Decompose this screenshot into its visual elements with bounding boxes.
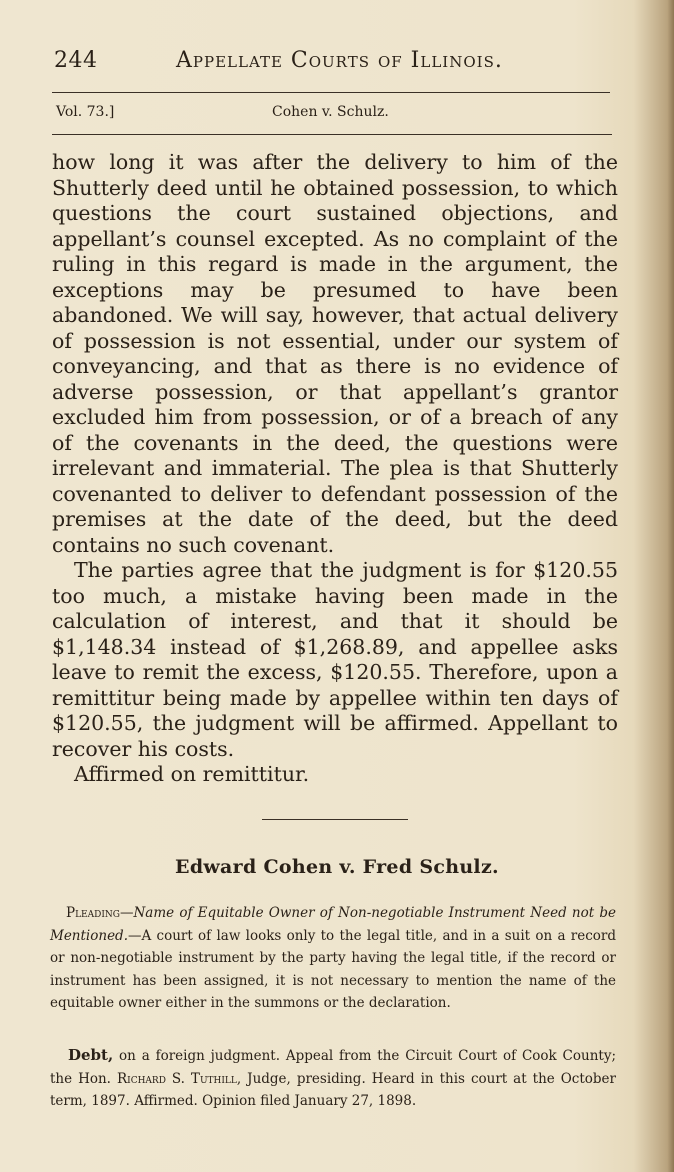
judge-name: Richard S. Tuthill (116, 1070, 237, 1087)
case-title: Edward Cohen v. Fred Schulz. (175, 856, 499, 878)
syllabus-dash: — (119, 905, 134, 921)
header-rule-top (52, 92, 610, 93)
facts-lead: Debt, (68, 1046, 114, 1064)
facts-text: on a foreign judgment. Appeal from the Circuit Court of Cook County; the Hon. (50, 1048, 616, 1087)
disposition: Affirmed on remittitur. (74, 762, 310, 786)
syllabus-label: Pleading (66, 905, 120, 921)
page-number: 244 (54, 48, 98, 73)
syllabus (50, 902, 616, 1015)
opinion-paragraph: how long it was after the delivery to him of the Shutterly deed until he obtained possession, to which questions the court sustained objections, and appellant’s counsel excepted. As no complaint of the ruling in this regard is made in the argument, the exceptions may be presumed to have been abandoned. We will say, however, that actual delivery of possession is not essential, under our system of conveyancing, and that as there is no evidence of adverse possession, or that appellant’s grantor excluded him from possession, or of a breach of any of the covenants in the deed, the questions were irrelevant and immaterial. The plea is that Shutterly covenanted to deliver to defendant possession of the premises at the date of the deed, but the deed contains no such covenant. (52, 150, 618, 557)
syllabus-headnote: Name of Equitable Owner of Non-negotiable Instrument Need not be Mentioned. (50, 905, 616, 944)
header-rule-bottom (52, 134, 612, 135)
volume-label: Vol. 73.] (56, 104, 115, 120)
running-title: Appellate Courts of Illinois. (176, 48, 503, 73)
case-facts (50, 1044, 616, 1113)
opinion-paragraph: The parties agree that the judgment is for $120.55 too much, a mistake having been made in the calculation of interest, and that it should be $1,148.34 instead of $1,268.89, and appellee asks leave to remit the excess, $120.55. Therefore, upon a remittitur being made by appellee within ten days of $120.55, the judgment will be affirmed. Appellant to recover his costs. (52, 558, 618, 761)
syllabus-text: —A court of law looks only to the legal title, and in a suit on a record or non-negotiable instrument by the party having the legal title, if the record or instrument has been assigned, it is not necessary to mention the name of the equitable owner either in the summons or the declaration. (50, 927, 616, 1011)
case-separator (262, 819, 408, 820)
case-running-name: Cohen v. Schulz. (272, 104, 389, 120)
opinion-text (52, 150, 618, 788)
facts-text-end: , Judge, presiding. Heard in this court at the October term, 1897. Affirmed. Opinion filed January 27, 1898. (50, 1070, 616, 1109)
